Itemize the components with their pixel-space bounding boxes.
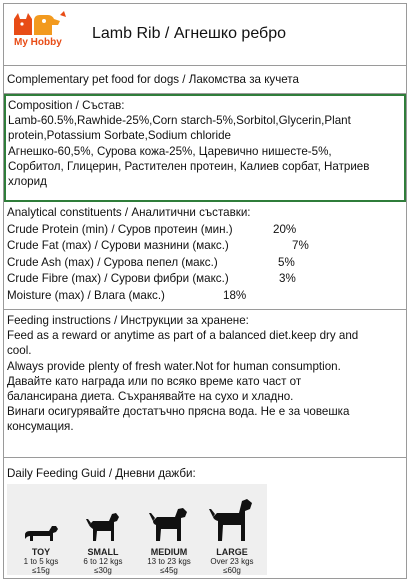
page-title: Lamb Rib / Агнешко ребро <box>92 25 286 42</box>
dog-size-range: 1 to 5 kgs <box>23 557 59 566</box>
feeding-line: Feed as a reward or anytime as part of a balanced diet.keep dry and <box>7 329 359 343</box>
analytical-value: 18% <box>223 288 247 302</box>
dog-size-label: SMALL <box>87 547 119 557</box>
brand-logo <box>8 7 70 51</box>
analytical-item <box>7 255 405 272</box>
composition-cell <box>4 94 406 202</box>
dog-size-portion: ≤45g <box>160 566 178 575</box>
daily-feeding-heading: Daily Feeding Guid / Дневни дажби: <box>7 467 196 480</box>
feeding-line: балансирана диета. Съхранявайте на сухо и хладно. <box>7 390 294 404</box>
analytical-item <box>7 238 405 255</box>
analytical-row <box>4 202 406 310</box>
daily-feeding-row <box>4 458 406 580</box>
analytical-label: Crude Protein (min) / Суров протеин (мин.) <box>7 222 233 236</box>
dog-size-label: TOY <box>31 547 51 557</box>
dachshund-icon <box>21 517 61 547</box>
feeding-line: cool. <box>7 344 32 358</box>
dog-size-small <box>75 509 131 575</box>
feeding-line: Винаги осигурявайте достатъчно прясна вода. Не е за човешка <box>7 405 350 419</box>
analytical-value: 7% <box>292 239 309 253</box>
brand-logo-text: My Hobby <box>14 37 62 48</box>
large-dog-icon <box>207 495 257 547</box>
dog-size-large <box>201 495 263 575</box>
feeding-line: Always provide plenty of fresh water.Not for human consumption. <box>7 359 341 373</box>
dog-size-label: LARGE <box>216 547 248 557</box>
analytical-item <box>7 288 405 305</box>
composition-line: Lamb-60.5%,Rawhide-25%,Corn starch-5%,Sorbitol,Glycerin,Plant <box>8 114 351 128</box>
analytical-value: 3% <box>279 272 296 286</box>
composition-line: хлорид <box>8 175 47 189</box>
subtitle-row <box>4 66 406 94</box>
product-label-sheet <box>3 3 407 579</box>
composition-line: protein,Potassium Sorbate,Sodium chloride <box>8 129 231 143</box>
analytical-heading: Analytical constituents / Аналитични съставки: <box>7 206 251 219</box>
composition-text <box>8 98 406 189</box>
medium-dog-icon <box>147 503 191 547</box>
pets-logo-icon <box>8 7 70 39</box>
composition-line: Сорбитол, Глицерин, Растителен протеин, Калиев сорбат, Натриев <box>8 159 370 173</box>
analytical-label: Crude Fat (max) / Сурови мазнини (макс.) <box>7 239 229 253</box>
dog-size-toy <box>13 517 69 575</box>
analytical-table <box>7 205 405 305</box>
dog-size-medium <box>139 503 199 575</box>
header-row <box>4 4 406 66</box>
analytical-label: Crude Ash (max) / Сурова пепел (макс.) <box>7 255 218 269</box>
analytical-label: Crude Fibre (max) / Сурови фибри (макс.) <box>7 272 229 286</box>
analytical-value: 5% <box>278 255 295 269</box>
dog-size-portion: ≤30g <box>94 566 112 575</box>
dog-size-range: Over 23 kgs <box>210 557 254 566</box>
product-subtitle: Complementary pet food for dogs / Лакомства за кучета <box>7 73 299 86</box>
analytical-value: 20% <box>273 222 297 236</box>
analytical-item <box>7 222 405 239</box>
feeding-line: Давайте като награда или по всяко време като част от <box>7 374 302 388</box>
dog-size-chart <box>7 484 267 575</box>
dog-size-range: 13 to 23 kgs <box>147 557 191 566</box>
dog-size-portion: ≤15g <box>32 566 50 575</box>
composition-line: Composition / Състав: <box>8 99 125 112</box>
dog-size-range: 6 to 12 kgs <box>83 557 123 566</box>
feeding-row <box>4 310 406 458</box>
analytical-item <box>7 271 405 288</box>
feeding-line: консумация. <box>7 420 74 434</box>
dog-size-portion: ≤60g <box>223 566 241 575</box>
composition-line: Агнешко-60,5%, Сурова кожа-25%, Царевично нишесте-5%, <box>8 144 332 158</box>
dog-size-label: MEDIUM <box>150 547 188 557</box>
small-dog-icon <box>83 509 123 547</box>
feeding-text <box>7 313 405 435</box>
feeding-line: Feeding instructions / Инструкции за хранене: <box>7 314 249 327</box>
analytical-label: Moisture (max) / Влага (макс.) <box>7 288 165 302</box>
